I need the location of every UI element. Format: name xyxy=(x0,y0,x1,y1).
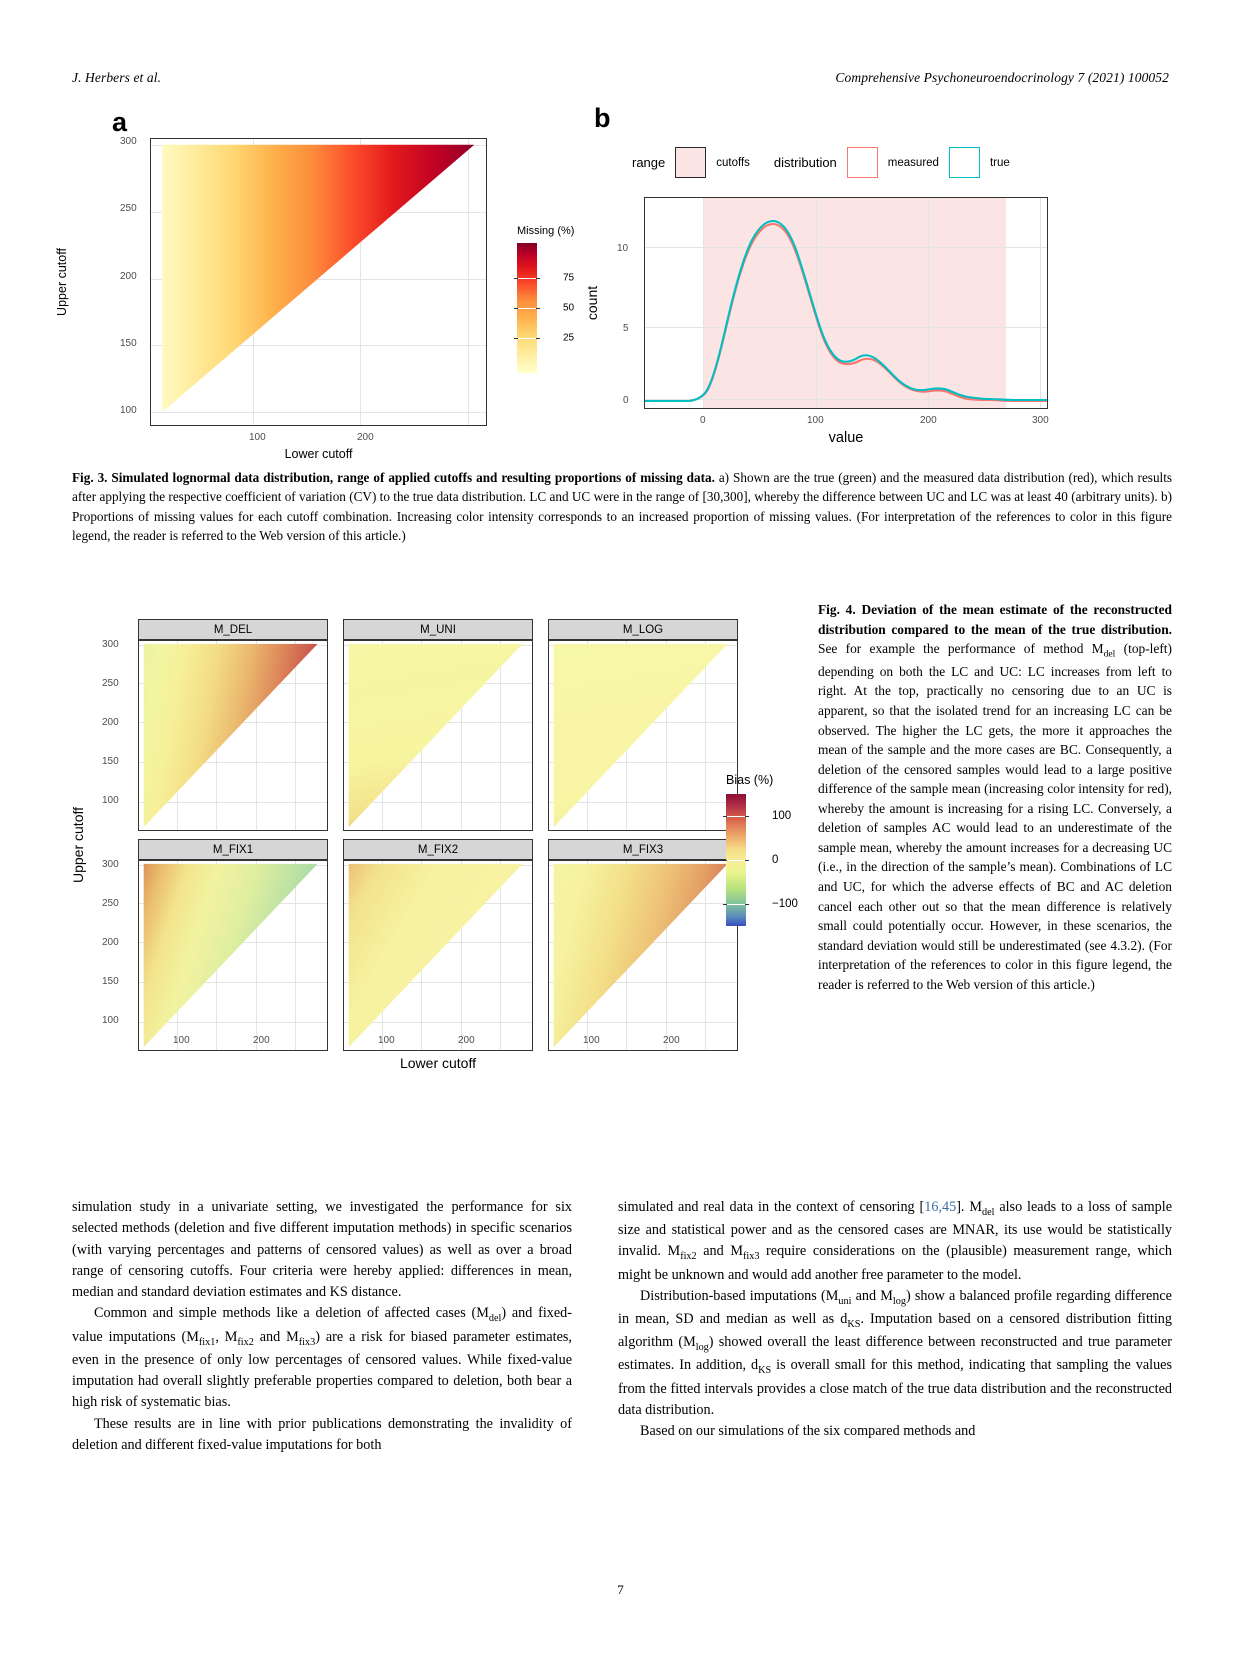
fig4-top-ytick-100: 100 xyxy=(102,795,119,806)
facet-body-m-fix3 xyxy=(548,861,738,1051)
figure-3-panel-b-letter: b xyxy=(594,103,611,133)
figure-3-panel-b-plot xyxy=(644,197,1048,409)
fig3a-ytick-250: 250 xyxy=(120,203,137,214)
figure-4-facet-m-uni xyxy=(343,619,533,831)
facet-body-m-del xyxy=(138,641,328,831)
fig4-fix3-xtick-100: 100 xyxy=(583,1035,600,1046)
figure-3-caption xyxy=(72,468,1172,545)
legend-group-range-label: range xyxy=(632,155,666,170)
fig3a-ytick-300: 300 xyxy=(120,136,137,147)
facet-body-m-uni xyxy=(343,641,533,831)
running-head xyxy=(72,70,1169,86)
true-density-path xyxy=(645,221,1048,401)
figure-3-panel-a-plot xyxy=(150,138,487,426)
bias-legend-tick-0: 0 xyxy=(772,854,779,866)
citation-link-16-45[interactable]: 16,45 xyxy=(924,1199,957,1215)
fig3a-ytick-200: 200 xyxy=(120,271,137,282)
legend-entry-measured: measured xyxy=(887,156,939,169)
fig3a-ytick-150: 150 xyxy=(120,338,137,349)
bias-legend-tick-100: 100 xyxy=(772,810,792,823)
missing-legend-title: Missing (%) xyxy=(517,225,575,237)
legend-swatch-measured xyxy=(847,147,878,178)
fig3b-xtick-300: 300 xyxy=(1032,415,1049,426)
facet-strip-m-fix3: M_FIX3 xyxy=(548,839,738,861)
figure-4-facet-m-fix1 xyxy=(138,839,328,1051)
fig4-bot-ytick-150: 150 xyxy=(102,976,119,987)
fig3b-ytick-0: 0 xyxy=(623,395,629,406)
body-column-right xyxy=(618,1197,1172,1442)
fig3b-xtick-100: 100 xyxy=(807,415,824,426)
fig4-top-ytick-250: 250 xyxy=(102,678,119,689)
figure-4-facet-m-fix3 xyxy=(548,839,738,1051)
facet-strip-m-fix1: M_FIX1 xyxy=(138,839,328,861)
fig4-top-ytick-150: 150 xyxy=(102,756,119,767)
figure-3 xyxy=(55,103,1172,461)
fig4-fix2-xtick-100: 100 xyxy=(378,1035,395,1046)
page-number: 7 xyxy=(617,1582,624,1597)
body-column-left xyxy=(72,1197,572,1456)
facet-strip-m-log: M_LOG xyxy=(548,619,738,641)
fig4-bot-ytick-200: 200 xyxy=(102,937,119,948)
facet-strip-m-uni: M_UNI xyxy=(343,619,533,641)
fig4-x-axis-title: Lower cutoff xyxy=(399,1055,476,1071)
fig3b-ytick-10: 10 xyxy=(617,243,629,254)
fig3b-y-axis-title: count xyxy=(584,285,600,321)
body-left-paragraph-2: Common and simple methods like a deletion of affected cases $(M_{del})$ and fixed-value imputations ($M_{fix1}$, $M_{fix2}$ and $M_{fix3}$) are a risk for biased parameter estimates, even in the presence of only low percentages of censored values. While fixed-value imputation had overall slightly preferable properties compared to deletion, both bear a high risk of systematic bias. xyxy=(72,1305,572,1411)
figure-3-caption-bold: Fig. 3. Simulated lognormal data distribution, range of applied cutoffs and resulting proportions of missing data. xyxy=(72,470,715,485)
fig3b-x-axis-title: value xyxy=(828,430,864,446)
running-head-journal: Comprehensive Psychoneuroendocrinology 7 (2021) 100052 xyxy=(835,70,1169,85)
bias-colorbar xyxy=(726,794,746,926)
missing-legend-tick-50: 50 xyxy=(563,302,575,314)
body-right-paragraph-3: Based on our simulations of the six compared methods and xyxy=(640,1423,976,1440)
fig4-bot-ytick-250: 250 xyxy=(102,898,119,909)
missing-legend-tick-25: 25 xyxy=(563,332,575,344)
body-right-paragraph-2: Distribution-based imputations ($M_{uni}$ and $M_{log}$) show a balanced profile regarding difference in mean, SD and median as well as $d_{KS}$. Imputation based on a censored distribution fitting algorithm $(M_{log})$ showed overall the least difference between reconstructed and true parameter estimates. In addition, $d_{KS}$ is overall small for this method, indicating that sampling the values from the fitted intervals provides a close match of the true data distribution and the reconstructed data distribution. xyxy=(618,1287,1172,1418)
legend-swatch-true xyxy=(949,147,980,178)
body-right-paragraph-1: simulated and real data in the context of censoring [16,45]. $M_{del}$ also leads to a loss of sample size and statistical power and as the censored cases are MNAR, its use would be statistically invalid. $M_{fix2}$ and $M_{fix3}$ require considerations on the (plausible) measurement range, which might be unknown and would add another free parameter to the model. xyxy=(618,1199,1172,1283)
legend-swatch-cutoffs xyxy=(675,147,706,178)
body-left-paragraph-3: These results are in line with prior publications demonstrating the invalidity of deletion and different fixed-value imputations for both xyxy=(72,1415,572,1453)
legend-entry-cutoffs: cutoffs xyxy=(716,156,750,169)
figure-4-facet-m-del xyxy=(138,619,328,831)
fig4-bot-ytick-300: 300 xyxy=(102,859,119,870)
facet-body-m-fix2 xyxy=(343,861,533,1051)
fig3b-ytick-5: 5 xyxy=(623,323,629,334)
fig4-bot-ytick-100: 100 xyxy=(102,1015,119,1026)
fig3a-xtick-100: 100 xyxy=(249,432,266,443)
running-head-authors: J. Herbers et al. xyxy=(72,70,162,85)
body-left-paragraph-1: simulation study in a univariate setting, we investigated the performance for six selected methods (deletion and five different imputation methods) in specific scenarios (with varying percentages and patterns of censored values) as well as over a broad range of censoring cutoffs. Four criteria were hereby applied: differences in mean, median and standard deviation estimates and KS distance. xyxy=(72,1199,572,1301)
fig3a-xtick-200: 200 xyxy=(357,432,374,443)
figure-4-facet-m-fix2 xyxy=(343,839,533,1051)
figure-3-panel-b-legend xyxy=(632,147,1072,178)
fig3a-ytick-100: 100 xyxy=(120,405,137,416)
facet-body-m-log xyxy=(548,641,738,831)
facet-strip-m-fix2: M_FIX2 xyxy=(343,839,533,861)
fig4-fix1-xtick-100: 100 xyxy=(173,1035,190,1046)
missing-colorbar xyxy=(517,243,537,373)
fig4-top-ytick-200: 200 xyxy=(102,717,119,728)
figure-4-caption-bold: Fig. 4. Deviation of the mean estimate of the reconstructed distribution compared to the mean of the true distribution. xyxy=(818,602,1172,637)
fig4-top-ytick-300: 300 xyxy=(102,639,119,650)
fig3a-y-axis-title: Upper cutoff xyxy=(55,248,69,316)
fig4-fix3-xtick-200: 200 xyxy=(663,1035,680,1046)
fig3a-x-axis-title: Lower cutoff xyxy=(284,447,353,461)
facet-body-m-fix1 xyxy=(138,861,328,1051)
bias-legend-title: Bias (%) xyxy=(726,773,774,787)
fig3b-xtick-200: 200 xyxy=(920,415,937,426)
density-curves xyxy=(645,198,1048,409)
legend-group-distribution-label: distribution xyxy=(773,155,837,170)
missing-legend-tick-75: 75 xyxy=(563,272,575,284)
figure-3-caption-rest: a) Shown are the true (green) and the measured data distribution (red), which results after applying the respective coefficient of variation (CV) to the true data distribution. LC and UC were in the range of [30,300], whereby the difference between UC and LC was at least 40 (arbitrary units). b) Proportions of missing values for each cutoff combination. Increasing color intensity corresponds to an increased proportion of missing values. (For interpretation of the references to color in this figure legend, the reader is referred to the Web version of this article.) xyxy=(72,470,1172,543)
fig4-fix1-xtick-200: 200 xyxy=(253,1035,270,1046)
fig4-fix2-xtick-200: 200 xyxy=(458,1035,475,1046)
fig3b-xtick-0: 0 xyxy=(700,415,706,426)
figure-4-facet-m-log xyxy=(548,619,738,831)
figure-4-caption: Fig. 4. Deviation of the mean estimate of the reconstructed distribution compared to the mean of the true distribution. See for example the performance of method $M_{del}$ (top-left) depending on both the LC and UC: LC increases from left to right. At the top, practically no censoring due to an UC is apparent, so that the isolated trend for an increasing LC can be observed. The higher the LC gets, the more it approaches the mean of the sample and the more cases are BC. Consequently, a deletion of the censored samples would lead to a large positive difference of the sample mean (increasing color intensity for red), whereby the amount is increasing for a rising LC. Conversely, a deletion of samples AC would lead to an underestimate of the sample mean, whereby the amount increases for a decreasing UC (i.e., in the direction of the sample’s mean). Combinations of LC and UC, for which the adverse effects of BC and AC deletion cancel each other out so that the mean difference is relatively small could potentially occur. However, in these scenarios, the standard deviation would still be underestimated (see 4.3.2). (For interpretation of the references to color in this figure legend, the reader is referred to the Web version of this article.) xyxy=(818,602,1172,992)
facet-strip-m-del: M_DEL xyxy=(138,619,328,641)
figure-3-panel-a-heatmap xyxy=(151,139,486,425)
figure-3-panel-a-letter: a xyxy=(112,107,128,137)
figure-4 xyxy=(72,595,812,1095)
bias-legend-tick-neg100: −100 xyxy=(772,897,798,910)
measured-density-path xyxy=(645,224,1048,401)
fig4-y-axis-title: Upper cutoff xyxy=(70,806,86,884)
legend-entry-true: true xyxy=(989,156,1010,169)
